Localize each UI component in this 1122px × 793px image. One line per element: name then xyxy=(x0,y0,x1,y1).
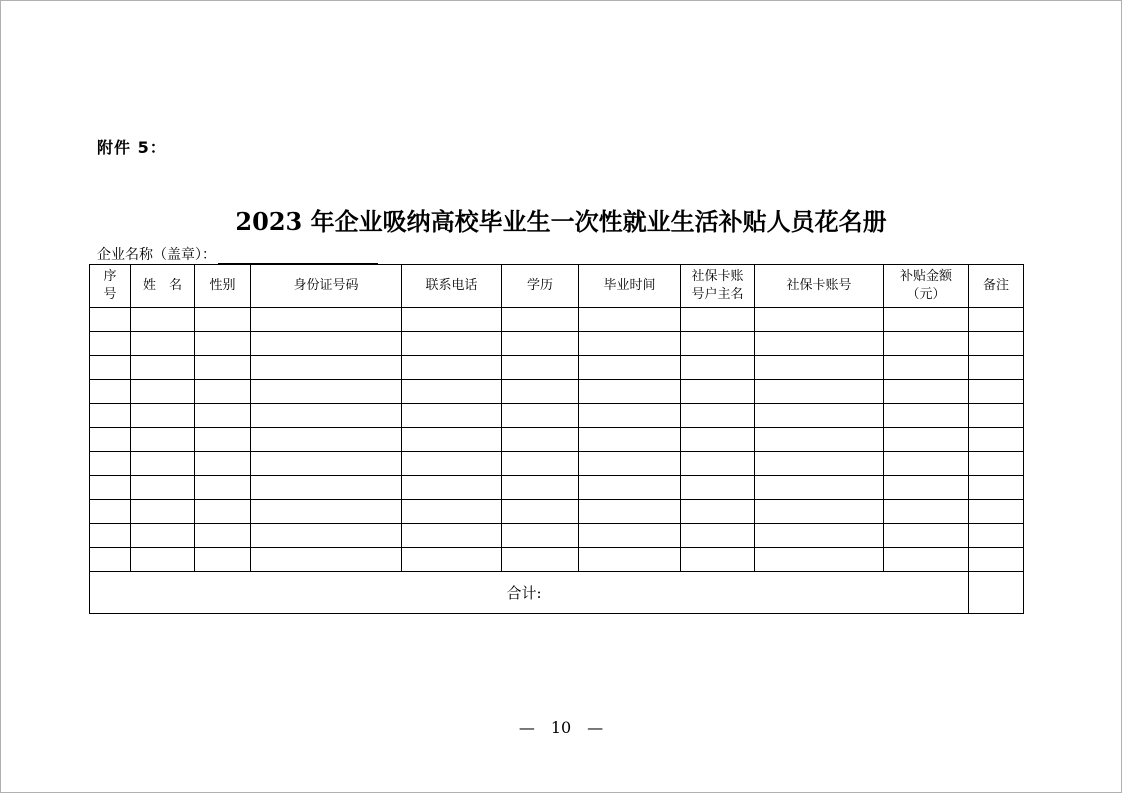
header-name: 姓 名 xyxy=(131,265,195,308)
document-title: 2023 年企业吸纳高校毕业生一次性就业生活补贴人员花名册 xyxy=(235,207,887,236)
table-cell xyxy=(251,428,402,452)
header-education: 学历 xyxy=(502,265,579,308)
table-cell xyxy=(579,476,681,500)
table-cell xyxy=(579,500,681,524)
table-cell xyxy=(131,476,195,500)
table-cell xyxy=(884,404,969,428)
table-cell xyxy=(195,332,251,356)
table-cell xyxy=(195,428,251,452)
table-cell xyxy=(884,308,969,332)
table-cell xyxy=(681,476,755,500)
table-cell xyxy=(402,380,502,404)
table-row xyxy=(90,404,1024,428)
header-remarks: 备注 xyxy=(969,265,1024,308)
table-cell xyxy=(969,476,1024,500)
table-cell xyxy=(131,500,195,524)
table-cell xyxy=(755,332,884,356)
table-row xyxy=(90,428,1024,452)
table-cell xyxy=(502,500,579,524)
table-cell xyxy=(502,332,579,356)
table-cell xyxy=(969,548,1024,572)
table-cell xyxy=(90,356,131,380)
table-cell xyxy=(969,500,1024,524)
header-phone: 联系电话 xyxy=(402,265,502,308)
table-cell xyxy=(884,476,969,500)
table-cell xyxy=(131,308,195,332)
table-cell xyxy=(755,524,884,548)
table-cell xyxy=(755,500,884,524)
table-cell xyxy=(884,380,969,404)
table-cell xyxy=(502,548,579,572)
table-cell xyxy=(884,356,969,380)
table-cell xyxy=(251,332,402,356)
table-cell xyxy=(969,452,1024,476)
table-cell xyxy=(251,500,402,524)
table-cell xyxy=(681,404,755,428)
table-cell xyxy=(251,356,402,380)
table-cell xyxy=(681,332,755,356)
table-cell xyxy=(681,356,755,380)
header-account-number: 社保卡账号 xyxy=(755,265,884,308)
table-cell xyxy=(884,332,969,356)
table-cell xyxy=(884,548,969,572)
table-cell xyxy=(579,452,681,476)
table-cell xyxy=(131,356,195,380)
table-cell xyxy=(502,404,579,428)
table-cell xyxy=(969,332,1024,356)
table-cell xyxy=(579,548,681,572)
table-row xyxy=(90,500,1024,524)
table-cell xyxy=(131,524,195,548)
table-row xyxy=(90,356,1024,380)
table-cell xyxy=(90,428,131,452)
table-cell xyxy=(681,428,755,452)
table-cell xyxy=(681,500,755,524)
table-cell xyxy=(90,476,131,500)
table-cell xyxy=(195,500,251,524)
table-cell xyxy=(251,452,402,476)
page-number: — 10 — xyxy=(518,718,604,737)
table-cell xyxy=(90,500,131,524)
table-cell xyxy=(969,428,1024,452)
roster-body xyxy=(90,308,1024,572)
header-id-number: 身份证号码 xyxy=(251,265,402,308)
table-cell xyxy=(681,308,755,332)
company-name-line xyxy=(97,244,378,264)
table-cell xyxy=(195,548,251,572)
total-row xyxy=(90,572,1024,614)
table-cell xyxy=(884,452,969,476)
total-label: 合计: xyxy=(90,572,969,614)
table-cell xyxy=(755,452,884,476)
table-cell xyxy=(755,308,884,332)
table-cell xyxy=(579,308,681,332)
table-cell xyxy=(195,356,251,380)
table-cell xyxy=(681,452,755,476)
table-cell xyxy=(755,404,884,428)
total-remarks-cell xyxy=(969,572,1024,614)
table-cell xyxy=(884,428,969,452)
table-cell xyxy=(755,548,884,572)
header-gender: 性别 xyxy=(195,265,251,308)
header-subsidy-amount: 补贴金额 （元） xyxy=(884,265,969,308)
table-cell xyxy=(251,308,402,332)
table-cell xyxy=(502,428,579,452)
table-cell xyxy=(251,524,402,548)
table-row xyxy=(90,308,1024,332)
table-cell xyxy=(90,404,131,428)
table-cell xyxy=(402,428,502,452)
header-row xyxy=(90,265,1024,308)
table-cell xyxy=(251,404,402,428)
table-cell xyxy=(402,404,502,428)
table-cell xyxy=(502,524,579,548)
table-cell xyxy=(755,380,884,404)
table-cell xyxy=(579,332,681,356)
header-seq: 序 号 xyxy=(90,265,131,308)
table-cell xyxy=(251,476,402,500)
table-cell xyxy=(402,524,502,548)
company-name-label: 企业名称（盖章）： xyxy=(97,247,216,263)
table-cell xyxy=(969,524,1024,548)
table-cell xyxy=(131,404,195,428)
table-cell xyxy=(969,404,1024,428)
table-cell xyxy=(90,332,131,356)
table-cell xyxy=(195,476,251,500)
table-cell xyxy=(402,356,502,380)
table-cell xyxy=(195,308,251,332)
table-cell xyxy=(131,380,195,404)
table-cell xyxy=(969,380,1024,404)
table-cell xyxy=(195,404,251,428)
table-cell xyxy=(131,428,195,452)
table-cell xyxy=(579,524,681,548)
table-cell xyxy=(195,524,251,548)
table-row xyxy=(90,524,1024,548)
table-row xyxy=(90,452,1024,476)
table-row xyxy=(90,380,1024,404)
table-cell xyxy=(195,380,251,404)
roster-table xyxy=(89,264,1024,614)
table-cell xyxy=(131,452,195,476)
table-cell xyxy=(402,476,502,500)
table-row xyxy=(90,332,1024,356)
table-cell xyxy=(884,500,969,524)
company-name-blank xyxy=(218,249,378,264)
table-cell xyxy=(402,548,502,572)
table-cell xyxy=(755,356,884,380)
table-cell xyxy=(681,524,755,548)
table-cell xyxy=(755,476,884,500)
table-cell xyxy=(402,452,502,476)
table-cell xyxy=(90,452,131,476)
table-cell xyxy=(251,548,402,572)
table-cell xyxy=(90,308,131,332)
table-cell xyxy=(681,380,755,404)
table-cell xyxy=(502,452,579,476)
table-cell xyxy=(90,380,131,404)
table-cell xyxy=(969,308,1024,332)
table-row xyxy=(90,548,1024,572)
table-cell xyxy=(402,500,502,524)
table-cell xyxy=(90,524,131,548)
table-cell xyxy=(251,380,402,404)
table-cell xyxy=(579,380,681,404)
attachment-label: 附件 5： xyxy=(97,138,167,157)
table-cell xyxy=(131,548,195,572)
header-account-holder: 社保卡账 号户主名 xyxy=(681,265,755,308)
table-cell xyxy=(579,404,681,428)
table-cell xyxy=(969,356,1024,380)
table-cell xyxy=(884,524,969,548)
table-row xyxy=(90,476,1024,500)
table-cell xyxy=(90,548,131,572)
header-graduation-date: 毕业时间 xyxy=(579,265,681,308)
table-cell xyxy=(579,428,681,452)
table-cell xyxy=(755,428,884,452)
table-cell xyxy=(681,548,755,572)
table-cell xyxy=(502,308,579,332)
table-cell xyxy=(502,356,579,380)
table-cell xyxy=(131,332,195,356)
table-cell xyxy=(502,380,579,404)
table-cell xyxy=(579,356,681,380)
table-cell xyxy=(195,452,251,476)
table-cell xyxy=(502,476,579,500)
table-cell xyxy=(402,308,502,332)
table-cell xyxy=(402,332,502,356)
